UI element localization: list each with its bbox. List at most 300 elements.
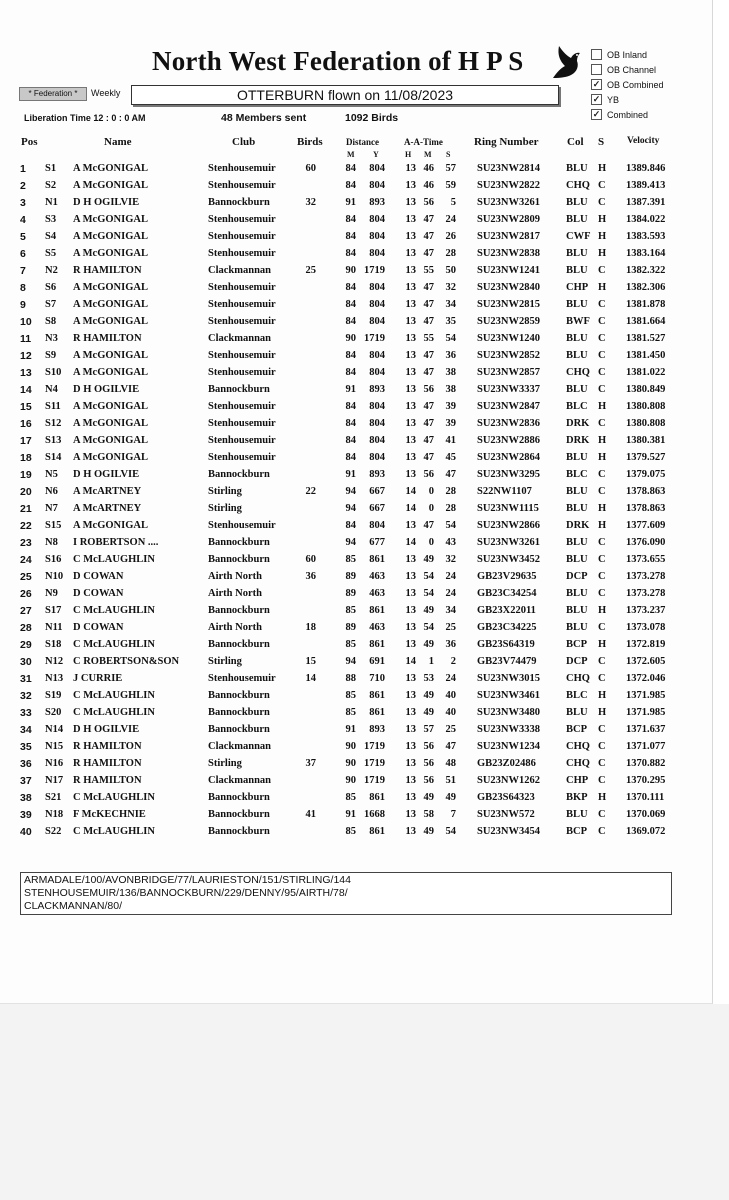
cell-club: Stenhousemuir xyxy=(208,316,276,327)
cell-pos: 1 xyxy=(20,163,26,175)
cell-ring: SU23NW2840 xyxy=(477,282,541,293)
cell-velocity: 1376.090 xyxy=(626,537,666,548)
cell-pos: 24 xyxy=(20,554,32,566)
cell-fed-code: N12 xyxy=(45,656,64,667)
cell-ring: SU23NW2857 xyxy=(477,367,541,378)
cell-pos: 36 xyxy=(20,758,32,770)
cell-time-h: 13 xyxy=(405,282,416,293)
cell-pos: 16 xyxy=(20,418,32,430)
cell-colour: BLU xyxy=(566,452,588,463)
cell-pos: 39 xyxy=(20,809,32,821)
cell-birds: 60 xyxy=(305,554,316,565)
cell-dist-y: 1668 xyxy=(364,809,385,820)
cell-velocity: 1381.527 xyxy=(626,333,666,344)
cell-time-m: 49 xyxy=(423,826,434,837)
cell-time-m: 47 xyxy=(423,520,434,531)
race-title: OTTERBURN flown on 11/08/2023 xyxy=(131,85,559,105)
cell-time-s: 49 xyxy=(445,792,456,803)
cell-sex: C xyxy=(598,316,606,327)
cell-time-h: 13 xyxy=(405,741,416,752)
cell-time-m: 0 xyxy=(428,537,434,548)
cell-ring: SU23NW2822 xyxy=(477,180,541,191)
cell-velocity: 1378.863 xyxy=(626,486,666,497)
cell-sex: C xyxy=(598,367,606,378)
cell-ring: SU23NW2838 xyxy=(477,248,541,259)
cell-dist-y: 1719 xyxy=(364,758,385,769)
cell-name: I ROBERTSON .... xyxy=(73,537,159,548)
cell-birds: 41 xyxy=(305,809,316,820)
cell-time-s: 24 xyxy=(445,571,456,582)
cell-sex: C xyxy=(598,299,606,310)
cell-dist-m: 84 xyxy=(345,180,356,191)
cell-dist-y: 804 xyxy=(369,452,385,463)
cell-time-m: 47 xyxy=(423,401,434,412)
cell-pos: 17 xyxy=(20,435,32,447)
cell-colour: BLU xyxy=(566,622,588,633)
cell-ring: SU23NW1241 xyxy=(477,265,541,276)
cell-time-m: 54 xyxy=(423,622,434,633)
cell-name: C McLAUGHLIN xyxy=(73,707,155,718)
cell-time-s: 38 xyxy=(445,367,456,378)
cell-colour: BLC xyxy=(566,401,588,412)
cell-sex: H xyxy=(598,452,607,463)
cell-dist-y: 463 xyxy=(369,622,385,633)
cell-club: Stirling xyxy=(208,486,242,497)
cell-velocity: 1372.046 xyxy=(626,673,666,684)
cell-colour: CHQ xyxy=(566,180,590,191)
cell-velocity: 1371.985 xyxy=(626,690,666,701)
cell-time-h: 14 xyxy=(405,486,416,497)
cell-velocity: 1380.808 xyxy=(626,401,666,412)
cell-fed-code: S3 xyxy=(45,214,57,225)
cell-time-h: 13 xyxy=(405,809,416,820)
col-time-s: S xyxy=(446,150,451,159)
cell-club: Bannockburn xyxy=(208,605,270,616)
cell-dist-m: 84 xyxy=(345,350,356,361)
cell-dist-m: 84 xyxy=(345,282,356,293)
cell-sex: C xyxy=(598,775,606,786)
cell-name: C McLAUGHLIN xyxy=(73,826,155,837)
cell-velocity: 1381.022 xyxy=(626,367,666,378)
cell-club: Stenhousemuir xyxy=(208,520,276,531)
cell-name: C McLAUGHLIN xyxy=(73,690,155,701)
cell-ring: GB23V74479 xyxy=(477,656,537,667)
cell-time-s: 25 xyxy=(445,622,456,633)
cell-colour: DRK xyxy=(566,435,590,446)
cell-dist-y: 893 xyxy=(369,724,385,735)
cell-dist-y: 861 xyxy=(369,707,385,718)
col-ring: Ring Number xyxy=(474,136,539,148)
cell-ring: SU23NW3452 xyxy=(477,554,541,565)
cell-time-h: 13 xyxy=(405,622,416,633)
cell-fed-code: S17 xyxy=(45,605,62,616)
cell-time-s: 47 xyxy=(445,469,456,480)
table-row xyxy=(0,690,712,707)
cell-time-s: 39 xyxy=(445,418,456,429)
cell-dist-m: 90 xyxy=(345,741,356,752)
cell-time-s: 24 xyxy=(445,673,456,684)
cell-time-h: 13 xyxy=(405,418,416,429)
cell-dist-y: 804 xyxy=(369,299,385,310)
cell-dist-m: 90 xyxy=(345,265,356,276)
cell-velocity: 1382.322 xyxy=(626,265,666,276)
cell-name: D COWAN xyxy=(73,622,124,633)
cell-velocity: 1380.808 xyxy=(626,418,666,429)
cell-name: A McGONIGAL xyxy=(73,367,148,378)
cell-time-h: 13 xyxy=(405,384,416,395)
cell-dist-y: 893 xyxy=(369,197,385,208)
cell-time-s: 24 xyxy=(445,588,456,599)
cell-club: Clackmannan xyxy=(208,741,272,752)
cell-sex: H xyxy=(598,605,607,616)
cell-dist-m: 85 xyxy=(345,605,356,616)
cell-sex: C xyxy=(598,724,606,735)
cell-colour: BLU xyxy=(566,163,588,174)
cell-time-s: 34 xyxy=(445,605,456,616)
cell-dist-m: 94 xyxy=(345,486,356,497)
cell-club: Stenhousemuir xyxy=(208,214,276,225)
cell-birds: 14 xyxy=(305,673,316,684)
cell-time-h: 13 xyxy=(405,724,416,735)
cell-dist-y: 893 xyxy=(369,384,385,395)
checkbox-checked-icon[interactable]: ✓ xyxy=(592,109,601,119)
cell-club: Stenhousemuir xyxy=(208,282,276,293)
cell-club: Airth North xyxy=(208,571,262,582)
cell-velocity: 1373.655 xyxy=(626,554,666,565)
cell-fed-code: N15 xyxy=(45,741,64,752)
cell-pos: 15 xyxy=(20,401,32,413)
cell-colour: BLU xyxy=(566,707,588,718)
cell-velocity: 1377.609 xyxy=(626,520,666,531)
table-row xyxy=(0,792,712,809)
cell-ring: SU23NW3461 xyxy=(477,690,541,701)
cell-dist-m: 88 xyxy=(345,673,356,684)
cell-ring: SU23NW1234 xyxy=(477,741,541,752)
cell-colour: CHQ xyxy=(566,673,590,684)
option-3[interactable] xyxy=(591,92,664,107)
cell-velocity: 1372.819 xyxy=(626,639,666,650)
table-row xyxy=(0,180,712,197)
cell-velocity: 1373.278 xyxy=(626,571,666,582)
cell-time-s: 36 xyxy=(445,350,456,361)
cell-time-m: 47 xyxy=(423,316,434,327)
cell-sex: C xyxy=(598,826,606,837)
table-row xyxy=(0,537,712,554)
cell-ring: SU23NW572 xyxy=(477,809,535,820)
cell-velocity: 1389.413 xyxy=(626,180,666,191)
cell-time-m: 56 xyxy=(423,758,434,769)
cell-fed-code: S4 xyxy=(45,231,57,242)
cell-pos: 9 xyxy=(20,299,26,311)
checkbox-icon[interactable] xyxy=(591,64,602,75)
option-0[interactable] xyxy=(591,47,664,62)
cell-colour: BCP xyxy=(566,826,587,837)
cell-time-s: 40 xyxy=(445,707,456,718)
col-sex: S xyxy=(598,136,605,148)
cell-time-m: 49 xyxy=(423,554,434,565)
cell-colour: BCP xyxy=(566,639,587,650)
cell-dist-y: 804 xyxy=(369,401,385,412)
cell-ring: SU23NW3261 xyxy=(477,537,541,548)
cell-time-h: 13 xyxy=(405,690,416,701)
option-4[interactable] xyxy=(591,107,664,122)
cell-dist-y: 804 xyxy=(369,520,385,531)
table-row xyxy=(0,571,712,588)
cell-velocity: 1381.450 xyxy=(626,350,666,361)
cell-time-h: 13 xyxy=(405,180,416,191)
cell-colour: DRK xyxy=(566,520,590,531)
cell-time-s: 54 xyxy=(445,520,456,531)
cell-sex: C xyxy=(598,656,606,667)
cell-pos: 4 xyxy=(20,214,26,226)
cell-club: Stenhousemuir xyxy=(208,163,276,174)
cell-dist-y: 804 xyxy=(369,367,385,378)
cell-name: A McGONIGAL xyxy=(73,401,148,412)
cell-club: Stenhousemuir xyxy=(208,299,276,310)
cell-name: A McGONIGAL xyxy=(73,452,148,463)
cell-dist-m: 90 xyxy=(345,333,356,344)
cell-colour: BKP xyxy=(566,792,588,803)
cell-pos: 20 xyxy=(20,486,32,498)
cell-pos: 3 xyxy=(20,197,26,209)
cell-sex: H xyxy=(598,248,607,259)
table-row xyxy=(0,758,712,775)
cell-colour: CHP xyxy=(566,282,589,293)
table-row xyxy=(0,299,712,316)
cell-pos: 12 xyxy=(20,350,32,362)
cell-club: Airth North xyxy=(208,622,262,633)
cell-dist-m: 89 xyxy=(345,588,356,599)
cell-club: Stenhousemuir xyxy=(208,673,276,684)
cell-dist-y: 710 xyxy=(369,673,385,684)
cell-time-s: 54 xyxy=(445,826,456,837)
cell-fed-code: S9 xyxy=(45,350,57,361)
cell-ring: SU23NW3295 xyxy=(477,469,541,480)
cell-club: Stenhousemuir xyxy=(208,180,276,191)
cell-dist-m: 84 xyxy=(345,248,356,259)
cell-time-s: 32 xyxy=(445,554,456,565)
cell-fed-code: S5 xyxy=(45,248,57,259)
cell-velocity: 1378.863 xyxy=(626,503,666,514)
cell-name: A McGONIGAL xyxy=(73,163,148,174)
cell-name: D H OGILVIE xyxy=(73,469,140,480)
cell-time-h: 13 xyxy=(405,299,416,310)
cell-name: C McLAUGHLIN xyxy=(73,792,155,803)
cell-ring: SU23NW1240 xyxy=(477,333,541,344)
cell-sex: C xyxy=(598,673,606,684)
cell-name: D H OGILVIE xyxy=(73,724,140,735)
cell-ring: SU23NW3337 xyxy=(477,384,541,395)
cell-colour: CHQ xyxy=(566,758,590,769)
cell-dist-y: 1719 xyxy=(364,741,385,752)
cell-sex: H xyxy=(598,639,607,650)
cell-pos: 28 xyxy=(20,622,32,634)
cell-fed-code: S14 xyxy=(45,452,62,463)
cell-dist-y: 804 xyxy=(369,248,385,259)
cell-sex: H xyxy=(598,707,607,718)
cell-ring: GB23C34225 xyxy=(477,622,537,633)
cell-name: D H OGILVIE xyxy=(73,197,140,208)
cell-fed-code: N10 xyxy=(45,571,64,582)
col-dist-m: M xyxy=(347,150,355,159)
cell-sex: H xyxy=(598,282,607,293)
cell-velocity: 1383.164 xyxy=(626,248,666,259)
table-row xyxy=(0,384,712,401)
cell-fed-code: S2 xyxy=(45,180,57,191)
cell-name: A McGONIGAL xyxy=(73,180,148,191)
cell-colour: BLU xyxy=(566,503,588,514)
cell-name: A McARTNEY xyxy=(73,503,142,514)
cell-club: Bannockburn xyxy=(208,724,270,735)
cell-sex: H xyxy=(598,520,607,531)
table-row xyxy=(0,588,712,605)
cell-fed-code: S19 xyxy=(45,690,62,701)
cell-name: C McLAUGHLIN xyxy=(73,605,155,616)
table-row xyxy=(0,282,712,299)
cell-colour: BLU xyxy=(566,809,588,820)
cell-club: Stenhousemuir xyxy=(208,401,276,412)
cell-name: C McLAUGHLIN xyxy=(73,639,155,650)
cell-sex: C xyxy=(598,571,606,582)
cell-time-s: 57 xyxy=(445,163,456,174)
cell-velocity: 1381.664 xyxy=(626,316,666,327)
cell-club: Stenhousemuir xyxy=(208,231,276,242)
cell-club: Stenhousemuir xyxy=(208,452,276,463)
cell-pos: 5 xyxy=(20,231,26,243)
option-label: OB Inland xyxy=(607,49,648,60)
cell-ring: S22NW1107 xyxy=(477,486,532,497)
cell-name: A McGONIGAL xyxy=(73,231,148,242)
table-row xyxy=(0,554,712,571)
cell-time-m: 49 xyxy=(423,707,434,718)
cell-colour: DCP xyxy=(566,656,588,667)
cell-colour: BWF xyxy=(566,316,590,327)
cell-ring: SU23NW3338 xyxy=(477,724,541,735)
table-row xyxy=(0,707,712,724)
members-sent: 48 Members sent xyxy=(221,112,307,124)
cell-ring: SU23NW1115 xyxy=(477,503,539,514)
cell-velocity: 1369.072 xyxy=(626,826,666,837)
cell-pos: 31 xyxy=(20,673,32,685)
table-row xyxy=(0,350,712,367)
cell-time-m: 56 xyxy=(423,384,434,395)
cell-club: Airth North xyxy=(208,588,262,599)
cell-sex: H xyxy=(598,163,607,174)
col-birds: Birds xyxy=(297,136,323,148)
option-label: YB xyxy=(607,94,620,105)
cell-sex: C xyxy=(598,554,606,565)
checkbox-checked-icon[interactable]: ✓ xyxy=(592,94,601,104)
cell-time-s: 38 xyxy=(445,384,456,395)
cell-fed-code: N8 xyxy=(45,537,58,548)
cell-time-m: 49 xyxy=(423,690,434,701)
cell-pos: 11 xyxy=(20,333,32,345)
table-row xyxy=(0,435,712,452)
cell-dist-m: 84 xyxy=(345,452,356,463)
cell-birds: 37 xyxy=(305,758,316,769)
cell-name: A McGONIGAL xyxy=(73,282,148,293)
table-row xyxy=(0,809,712,826)
cell-pos: 38 xyxy=(20,792,32,804)
cell-time-s: 50 xyxy=(445,265,456,276)
col-time: A-A-Time xyxy=(404,137,443,147)
cell-velocity: 1371.077 xyxy=(626,741,666,752)
table-row xyxy=(0,214,712,231)
cell-sex: H xyxy=(598,214,607,225)
cell-velocity: 1379.075 xyxy=(626,469,666,480)
cell-ring: SU23NW2852 xyxy=(477,350,541,361)
cell-fed-code: S6 xyxy=(45,282,57,293)
cell-club: Clackmannan xyxy=(208,333,272,344)
checkbox-checked-icon[interactable]: ✓ xyxy=(592,79,601,89)
cell-fed-code: S20 xyxy=(45,707,62,718)
cell-time-m: 57 xyxy=(423,724,434,735)
cell-birds: 15 xyxy=(305,656,316,667)
cell-time-m: 47 xyxy=(423,452,434,463)
cell-time-h: 13 xyxy=(405,605,416,616)
cell-club: Stenhousemuir xyxy=(208,248,276,259)
weekly-label[interactable]: Weekly xyxy=(91,88,121,98)
cell-club: Clackmannan xyxy=(208,265,272,276)
cell-name: D COWAN xyxy=(73,588,124,599)
cell-fed-code: S15 xyxy=(45,520,62,531)
page-title: North West Federation of H P S xyxy=(152,46,524,76)
cell-club: Stenhousemuir xyxy=(208,367,276,378)
cell-ring: SU23NW2817 xyxy=(477,231,541,242)
table-row xyxy=(0,622,712,639)
cell-colour: BLU xyxy=(566,214,588,225)
cell-velocity: 1387.391 xyxy=(626,197,666,208)
cell-pos: 27 xyxy=(20,605,32,617)
checkbox-icon[interactable] xyxy=(591,49,602,60)
birds-sent: 1092 Birds xyxy=(345,112,399,124)
page-background xyxy=(0,1004,729,1200)
cell-ring: SU23NW1262 xyxy=(477,775,541,786)
cell-colour: BLU xyxy=(566,588,588,599)
cell-sex: C xyxy=(598,588,606,599)
cell-colour: CWF xyxy=(566,231,591,242)
cell-time-m: 56 xyxy=(423,469,434,480)
cell-time-m: 49 xyxy=(423,792,434,803)
cell-club: Bannockburn xyxy=(208,792,270,803)
cell-colour: CHQ xyxy=(566,367,590,378)
cell-time-h: 13 xyxy=(405,707,416,718)
cell-sex: C xyxy=(598,469,606,480)
cell-time-m: 56 xyxy=(423,775,434,786)
cell-club: Stirling xyxy=(208,503,242,514)
cell-pos: 34 xyxy=(20,724,32,736)
option-2[interactable] xyxy=(591,77,664,92)
cell-velocity: 1370.069 xyxy=(626,809,666,820)
option-1[interactable] xyxy=(591,62,664,77)
cell-club: Bannockburn xyxy=(208,469,270,480)
table-row xyxy=(0,197,712,214)
cell-ring: SU23NW2809 xyxy=(477,214,541,225)
cell-dist-y: 804 xyxy=(369,282,385,293)
cell-sex: H xyxy=(598,792,607,803)
cell-fed-code: S22 xyxy=(45,826,62,837)
cell-time-h: 13 xyxy=(405,248,416,259)
cell-fed-code: N1 xyxy=(45,197,58,208)
table-row xyxy=(0,316,712,333)
table-row xyxy=(0,248,712,265)
cell-pos: 21 xyxy=(20,503,32,515)
cell-ring: SU23NW2836 xyxy=(477,418,541,429)
pigeon-logo-icon xyxy=(547,42,585,82)
federation-button[interactable]: * Federation * xyxy=(19,87,87,101)
cell-velocity: 1382.306 xyxy=(626,282,666,293)
cell-name: A McARTNEY xyxy=(73,486,142,497)
